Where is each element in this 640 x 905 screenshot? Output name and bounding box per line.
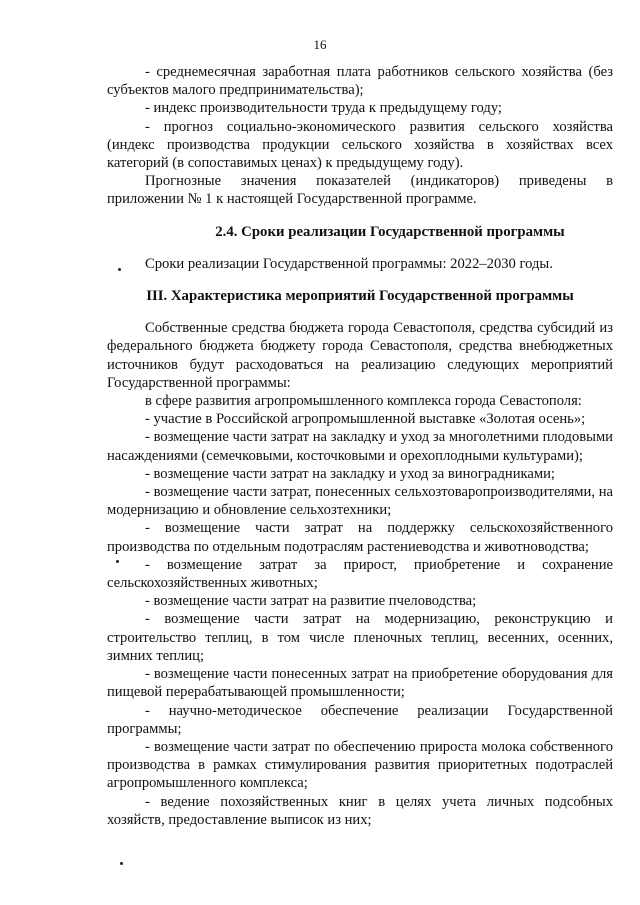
measure-item: - возмещение части затрат на модернизацию, реконструкцию и строительство теплиц, в том числе пленочных теплиц, весенних, осенних, зимних теплиц; bbox=[107, 611, 613, 664]
section-3-heading: III. Характеристика мероприятий Государственной программы bbox=[146, 288, 574, 305]
section-3-sphere: в сфере развития агропромышленного комплекса города Севастополя: bbox=[145, 393, 582, 410]
document-body bbox=[107, 63, 613, 829]
measure-item: - возмещение части затрат на закладку и уход за многолетними плодовыми насаждениями (семечковыми, косточковыми и орехоплодными культурами); bbox=[107, 429, 613, 464]
indicator-paragraph: - индекс производительности труда к предыдущему году; bbox=[145, 100, 502, 117]
scan-speck bbox=[120, 862, 123, 865]
measure-item: - возмещение части понесенных затрат на приобретение оборудования для пищевой перерабатывающей промышленности; bbox=[107, 666, 613, 701]
measure-item: - возмещение части затрат по обеспечению прироста молока собственного производства в рамках стимулирования развития приоритетных подотраслей агропромышленного комплекса; bbox=[107, 738, 613, 792]
indicator-paragraph: - прогноз социально-экономического развития сельского хозяйства (индекс производства продукции сельского хозяйства в хозяйствах всех категорий (в сопоставимых ценах) к предыдущему году). bbox=[107, 118, 613, 172]
spacer bbox=[107, 273, 613, 287]
scan-speck bbox=[116, 560, 119, 563]
page-number: 16 bbox=[313, 37, 327, 52]
measure-item: - возмещение части затрат на поддержку сельскохозяйственного производства по отдельным подотраслям растениеводства и животноводства; bbox=[107, 520, 613, 555]
measure-item: - ведение похозяйственных книг в целях учета личных подсобных хозяйств, предоставление выписок из них; bbox=[107, 793, 613, 828]
scan-speck bbox=[118, 268, 121, 271]
section-3-intro: Собственные средства бюджета города Севастополя, средства субсидий из федерального бюджета бюджету города Севастополя, средства внебюджетных источников будут расходоваться на реализацию следующих мероприятий Государственной программы: bbox=[107, 320, 613, 391]
indicator-paragraph: - среднемесячная заработная плата работников сельского хозяйства (без субъектов малого предпринимательства); bbox=[107, 64, 613, 99]
measure-item: - возмещение части затрат на закладку и уход за виноградниками; bbox=[145, 465, 555, 482]
spacer bbox=[107, 209, 613, 223]
spacer bbox=[107, 241, 613, 255]
spacer bbox=[107, 305, 613, 319]
measure-item: - научно-методическое обеспечение реализации Государственной программы; bbox=[107, 702, 613, 737]
measure-item: - возмещение затрат за прирост, приобретение и сохранение сельскохозяйственных животных; bbox=[107, 556, 613, 592]
section-2-4-heading: 2.4. Сроки реализации Государственной программы bbox=[215, 223, 565, 240]
measure-item: - возмещение части затрат на развитие пчеловодства; bbox=[145, 593, 477, 610]
section-2-4-text: Сроки реализации Государственной программы: 2022–2030 годы. bbox=[145, 255, 553, 272]
indicator-paragraph: Прогнозные значения показателей (индикаторов) приведены в приложении № 1 к настоящей Государственной программе. bbox=[107, 173, 613, 208]
measure-item: - возмещение части затрат, понесенных сельхозтоваропроизводителями, на модернизацию и обновление сельхозтехники; bbox=[107, 484, 613, 519]
measure-item: - участие в Российской агропромышленной выставке «Золотая осень»; bbox=[145, 411, 586, 428]
